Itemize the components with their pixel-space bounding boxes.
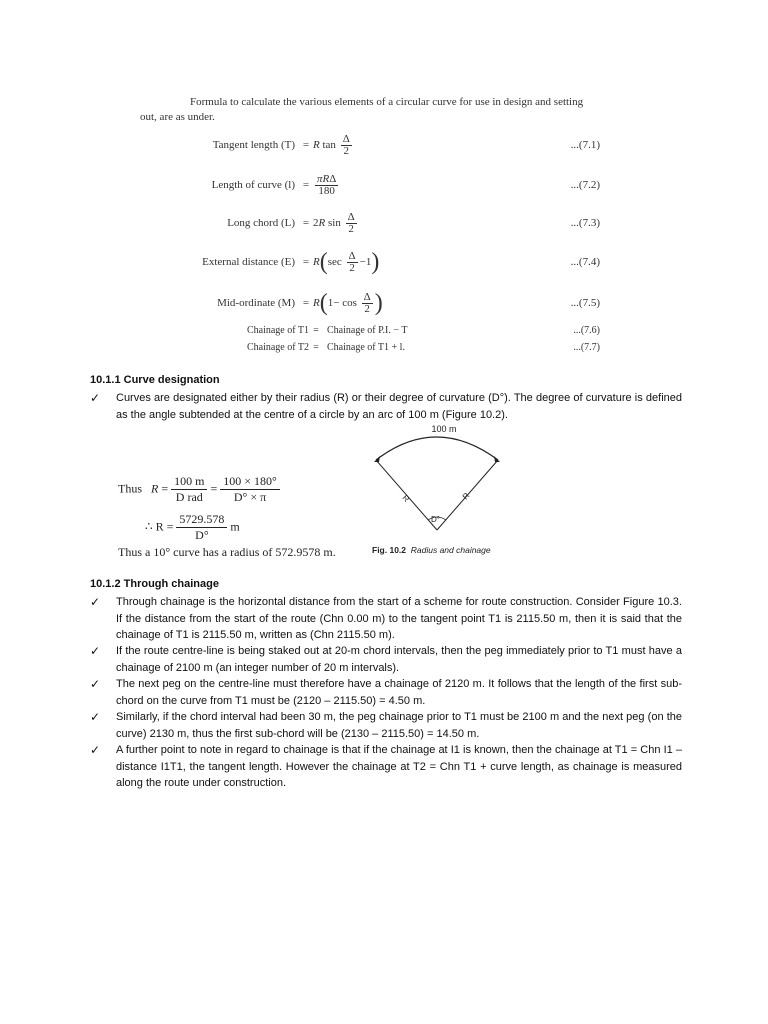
bullet-text: A further point to note in regard to chainage is that if the chainage at I1 is known, then the chainage at T1 = Chn I1 – distance I1T1, the tangent length. However the chainage at T2 = Chn T1 + curve length, as chainage is measured along the route under construction. (116, 744, 682, 789)
section-heading-curve-designation: 10.1.1 Curve designation (90, 374, 220, 386)
formula-expression: $\frac{\text{πRΔ}}{180}$ (317, 172, 337, 197)
figure-number: Fig. 10.2 (372, 545, 407, 555)
intro-line-2: out, are as under. (140, 111, 215, 123)
formula-row-mid-ordinate: Mid-ordinate (M) = R ( 1− cos $\frac{\Delta}{2}$ ) ...(7.5) (150, 288, 610, 318)
intro-line-1: Formula to calculate the various elements of a circular curve for use in design and setting (190, 96, 584, 108)
arc-length-label: 100 m (431, 424, 457, 434)
chainage-row-t1: Chainage of T1 = Chainage of P.I. − T ...(7.6) (150, 325, 610, 336)
check-icon: ✓ (90, 743, 101, 757)
formula-ref: ...(7.1) (570, 139, 600, 151)
bullet-through-chainage-1 (90, 594, 690, 644)
chainage-right: Chainage of T1 + l. (327, 342, 405, 353)
angle-label: D° (431, 515, 440, 524)
formula-ref: ...(7.4) (570, 256, 600, 268)
figure-title: Radius and chainage (410, 545, 491, 555)
bullet-through-chainage-5 (90, 742, 690, 792)
formula-row-long-chord: Long chord (L) = 2 R sin $\frac{\Delta}{2}$ ...(7.3) (150, 208, 610, 238)
bullet-text: If the route centre-line is being staked out at 20-m chord intervals, then the peg immediately prior to T1 must have a chainage of 2100 m (an integer number of 20 m intervals). (116, 645, 682, 674)
chainage-right: Chainage of P.I. − T (327, 325, 408, 336)
formula-ref: ...(7.5) (570, 297, 600, 309)
formula-row-length-of-curve: Length of curve (l) = $\frac{\text{πRΔ}}{180}$ ...(7.2) (150, 170, 610, 200)
bullet-text: Through chainage is the horizontal distance from the start of a scheme for route construction. Consider Figure 10.3. If the distance from the start of the route (Chn 0.00 m) to the tangent point T1 is 2115.50 m, then it is said that the chainage of T1 is 2115.50 m, written as (Chn 2115.50 m). (116, 596, 682, 641)
check-icon: ✓ (90, 595, 101, 609)
formula-row-tangent-length: Tangent length (T) = R tan $\frac{\Delta}{2}$ ...(7.1) (150, 130, 610, 160)
bullet-through-chainage-3 (90, 676, 690, 709)
formula-label: Tangent length (T) (212, 139, 295, 151)
formula-expression: R tan $\frac{\Delta}{2}$ (313, 132, 350, 157)
thus-label: Thus (118, 481, 142, 496)
radius-label-left: R (400, 493, 412, 504)
formula-expression: R ( 1− cos $\frac{\Delta}{2}$ ) (313, 290, 383, 316)
bullet-text: Similarly, if the chord interval had been 30 m, the peg chainage prior to T1 must be 2100 m and the next peg (on the curve) 2130 m, thus the first sub-chord will be (2130 – 2115.50) = 14.50 m. (116, 711, 682, 740)
formula-row-external-distance: External distance (E) = R ( sec $\frac{\Delta}{2}$ −1 ) ...(7.4) (150, 247, 610, 277)
formula-expression: 2 R sin $\frac{\Delta}{2}$ (313, 210, 355, 235)
formula-ref: ...(7.3) (570, 217, 600, 229)
figure-radius-and-chainage (360, 418, 530, 542)
chainage-ref: ...(7.6) (573, 325, 600, 336)
figure-caption (372, 545, 491, 555)
bullet-through-chainage-2 (90, 643, 690, 676)
radius-label-right: R (460, 491, 472, 502)
radius-result: ∴ R = $\frac{5729.578}{D^\circ}$ m (145, 512, 240, 542)
bullet-text: The next peg on the centre-line must therefore have a chainage of 2120 m. It follows that the length of the first sub-chord on the curve from T1 must be (2120 – 2115.50) = 4.50 m. (116, 678, 682, 707)
formula-label: Mid-ordinate (M) (217, 297, 295, 309)
radius-formula: Thus R = 100 m D rad = $\frac{100 \times 180^\circ}{D^\circ \times \pi}$ (118, 474, 280, 505)
intro-paragraph (140, 95, 610, 125)
formula-label: External distance (E) (202, 256, 295, 268)
section-heading-through-chainage: 10.1.2 Through chainage (90, 578, 219, 590)
radius-conclusion: Thus a 10° curve has a radius of 572.9578 m. (118, 545, 336, 559)
chainage-ref: ...(7.7) (573, 342, 600, 353)
arc-line (376, 437, 498, 460)
check-icon: ✓ (90, 677, 101, 691)
check-icon: ✓ (90, 391, 101, 405)
chainage-left: Chainage of T2 (246, 342, 309, 353)
bullet-text: Curves are designated either by their radius (R) or their degree of curvature (D°). The degree of curvature is defined as the angle subtended at the centre of a circle by an arc of 100 m (Figure 10.2). (116, 392, 682, 421)
check-icon: ✓ (90, 644, 101, 658)
check-icon: ✓ (90, 710, 101, 724)
formula-ref: ...(7.2) (570, 179, 600, 191)
formula-label: Length of curve (l) (211, 179, 295, 191)
chainage-left: Chainage of T1 (246, 325, 309, 336)
chainage-row-t2: Chainage of T2 = Chainage of T1 + l. ...(7.7) (150, 342, 610, 353)
bullet-through-chainage-4 (90, 709, 690, 742)
formula-expression: R ( sec $\frac{\Delta}{2}$ −1 ) (313, 249, 380, 275)
formula-label: Long chord (L) (227, 217, 295, 229)
